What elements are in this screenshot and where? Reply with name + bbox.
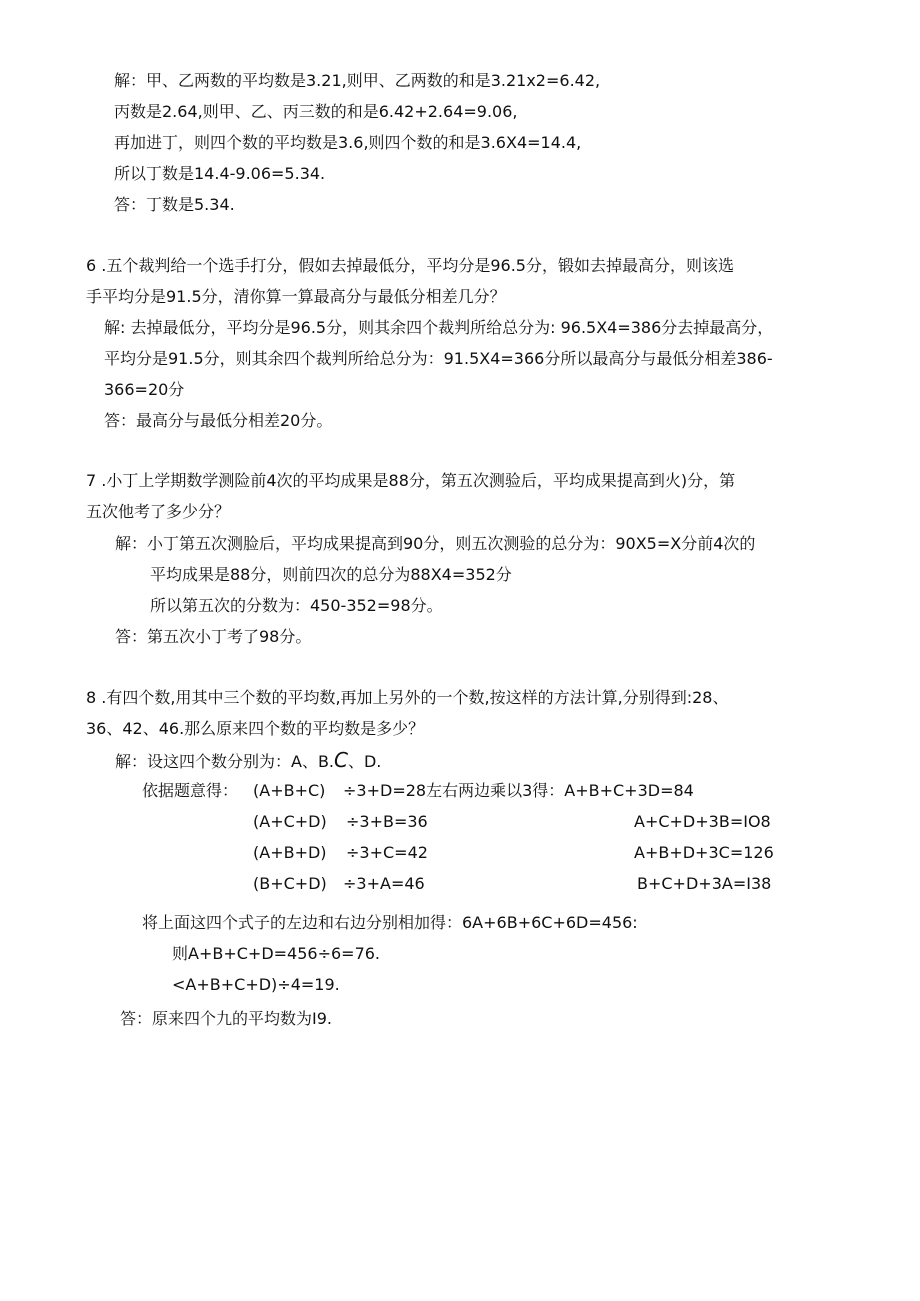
p6-question-line-2: 手平均分是91.5分，清你算一算最高分与最低分相差几分？	[86, 287, 506, 306]
p5-solution-line-3: 再加进丁，则四个数的平均数是3.6,则四个数的和是3.6X4=14.4,	[114, 133, 582, 152]
p8-question-line-1: 8 .有四个数,用其中三个数的平均数,再加上另外的一个数,按这样的方法计算,分别得到:28、	[86, 688, 729, 707]
p6-solution-line-1: 解: 去掉最低分，平均分是96.5分，则其余四个裁判所给总分为: 96.5X4=386分去掉最高分，	[104, 318, 774, 337]
p8-eq1-right: ÷3+D=28左右两边乘以3得：A+B+C+3D=84	[343, 781, 694, 800]
p8-eq4-result: B+C+D+3A=I38	[637, 874, 772, 893]
p8-eq-label: 依据题意得：	[142, 781, 239, 800]
p8-eq3-result: A+B+D+3C=126	[634, 843, 774, 862]
p8-eq2-result: A+C+D+3B=IO8	[634, 812, 771, 831]
p7-solution-line-3: 所以第五次的分数为：450-352=98分。	[150, 596, 443, 615]
p5-answer: 答：丁数是5.34.	[114, 195, 235, 214]
p8-eq2-left: (A+C+D)	[253, 812, 327, 831]
p6-answer: 答：最高分与最低分相差20分。	[104, 411, 333, 430]
p8-sum-line-2: 则A+B+C+D=456÷6=76.	[172, 944, 381, 963]
p8-sum-line-1: 将上面这四个式子的左边和右边分别相加得：6A+6B+6C+6D=456:	[142, 913, 638, 932]
p7-question-line-2: 五次他考了多少分？	[86, 502, 231, 521]
p8-answer: 答：原来四个九的平均数为I9.	[120, 1009, 332, 1028]
p8-sum-line-3: <A+B+C+D)÷4=19.	[172, 975, 340, 994]
p8-eq1-left: (A+B+C)	[253, 781, 326, 800]
p5-solution-line-2: 丙数是2.64,则甲、乙、丙三数的和是6.42+2.64=9.06,	[114, 102, 518, 121]
p8-solution-intro-d: 、D.	[347, 752, 382, 771]
p7-answer: 答：第五次小丁考了98分。	[115, 627, 312, 646]
p8-eq4-mid: ÷3+A=46	[343, 874, 425, 893]
p7-solution-line-1: 解：小丁第五次测脸后，平均成果提高到90分，则五次测验的总分为：90X5=X分前4次的	[115, 534, 756, 553]
p6-question-line-1: 6 .五个裁判给一个选手打分，假如去掉最低分，平均分是96.5分，锻如去掉最高分，则该选	[86, 256, 734, 275]
p5-solution-line-4: 所以丁数是14.4-9.06=5.34.	[114, 164, 326, 183]
p8-solution-intro-text: 解：设这四个数分别为：A、B.	[115, 752, 335, 771]
p8-eq3-left: (A+B+D)	[253, 843, 327, 862]
p8-eq2-mid: ÷3+B=36	[346, 812, 428, 831]
p7-solution-line-2: 平均成果是88分，则前四次的总分为88X4=352分	[150, 565, 512, 584]
p8-eq4-left: (B+C+D)	[253, 874, 327, 893]
p7-question-line-1: 7 .小丁上学期数学测险前4次的平均成果是88分，第五次测验后，平均成果提高到火)分，第	[86, 471, 736, 490]
p5-solution-line-1: 解：甲、乙两数的平均数是3.21,则甲、乙两数的和是3.21x2=6.42,	[114, 71, 601, 90]
p8-question-line-2: 36、42、46.那么原来四个数的平均数是多少？	[86, 719, 425, 738]
p8-solution-intro-c: C	[334, 748, 348, 772]
p6-solution-line-3: 366=20分	[104, 380, 185, 399]
p8-solution-intro	[115, 749, 381, 771]
p8-eq3-mid: ÷3+C=42	[346, 843, 428, 862]
p6-solution-line-2: 平均分是91.5分，则其余四个裁判所给总分为：91.5X4=366分所以最高分与最低分相差386-	[104, 349, 773, 368]
